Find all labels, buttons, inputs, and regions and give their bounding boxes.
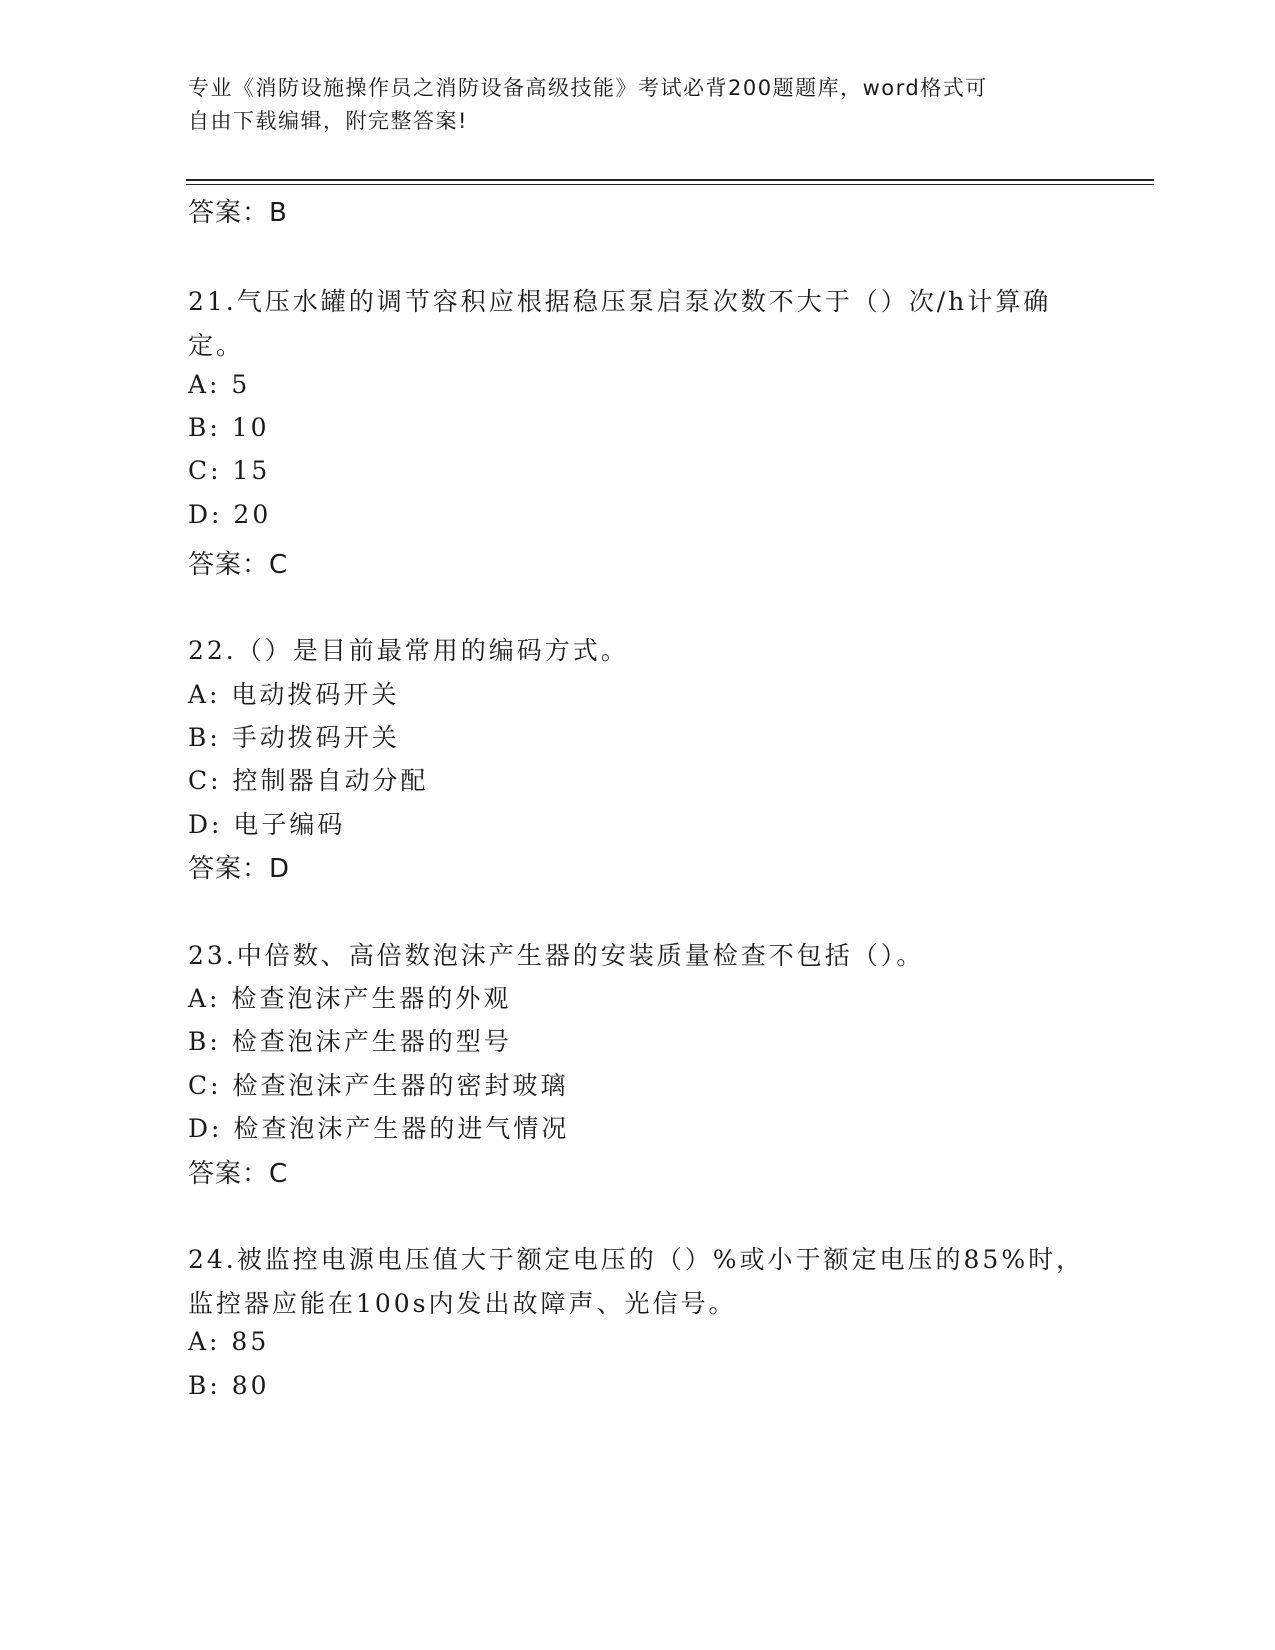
question-23-stem: 23.中倍数、高倍数泡沫产生器的安装质量检查不包括（）。 — [188, 941, 925, 970]
question-24-stem: 24.被监控电源电压值大于额定电压的（）%或小于额定电压的85%时， — [188, 1245, 1085, 1274]
question-21-stem: 21.气压水罐的调节容积应根据稳压泵启泵次数不大于（）次/h计算确 — [188, 287, 1052, 316]
question-24-option-a: A: 85 — [188, 1327, 270, 1356]
question-23-option-c: C: 检查泡沫产生器的密封玻璃 — [188, 1071, 569, 1100]
question-21-answer: 答案：C — [188, 550, 289, 580]
question-21-stem-cont: 定。 — [188, 331, 245, 360]
question-24-option-b: B: 80 — [188, 1371, 270, 1400]
question-21-option-b: B: 10 — [188, 413, 270, 442]
question-23-option-d: D: 检查泡沫产生器的进气情况 — [188, 1114, 570, 1143]
question-22-answer: 答案：D — [188, 854, 291, 884]
question-23-answer: 答案：C — [188, 1159, 289, 1189]
answer-line: 答案：B — [188, 198, 288, 228]
question-21-option-a: A: 5 — [188, 370, 251, 399]
question-21-option-d: D: 20 — [188, 500, 272, 529]
question-21-option-c: C: 15 — [188, 456, 271, 485]
question-22-option-a: A: 电动拨码开关 — [188, 680, 400, 709]
header-divider — [186, 179, 1154, 185]
question-23-option-b: B: 检查泡沫产生器的型号 — [188, 1027, 512, 1056]
header-line-1: 专业《消防设施操作员之消防设备高级技能》考试必背200题题库，word格式可 — [188, 76, 988, 100]
question-22-option-b: B: 手动拨码开关 — [188, 723, 400, 752]
question-23-option-a: A: 检查泡沫产生器的外观 — [188, 984, 512, 1013]
question-22-option-c: C: 控制器自动分配 — [188, 766, 429, 795]
question-24-stem-cont: 监控器应能在100s内发出故障声、光信号。 — [188, 1289, 737, 1318]
document-header — [188, 72, 1088, 138]
question-22-option-d: D: 电子编码 — [188, 810, 346, 839]
header-line-2: 自由下载编辑，附完整答案! — [188, 109, 468, 133]
question-22-stem: 22.（）是目前最常用的编码方式。 — [188, 636, 629, 665]
